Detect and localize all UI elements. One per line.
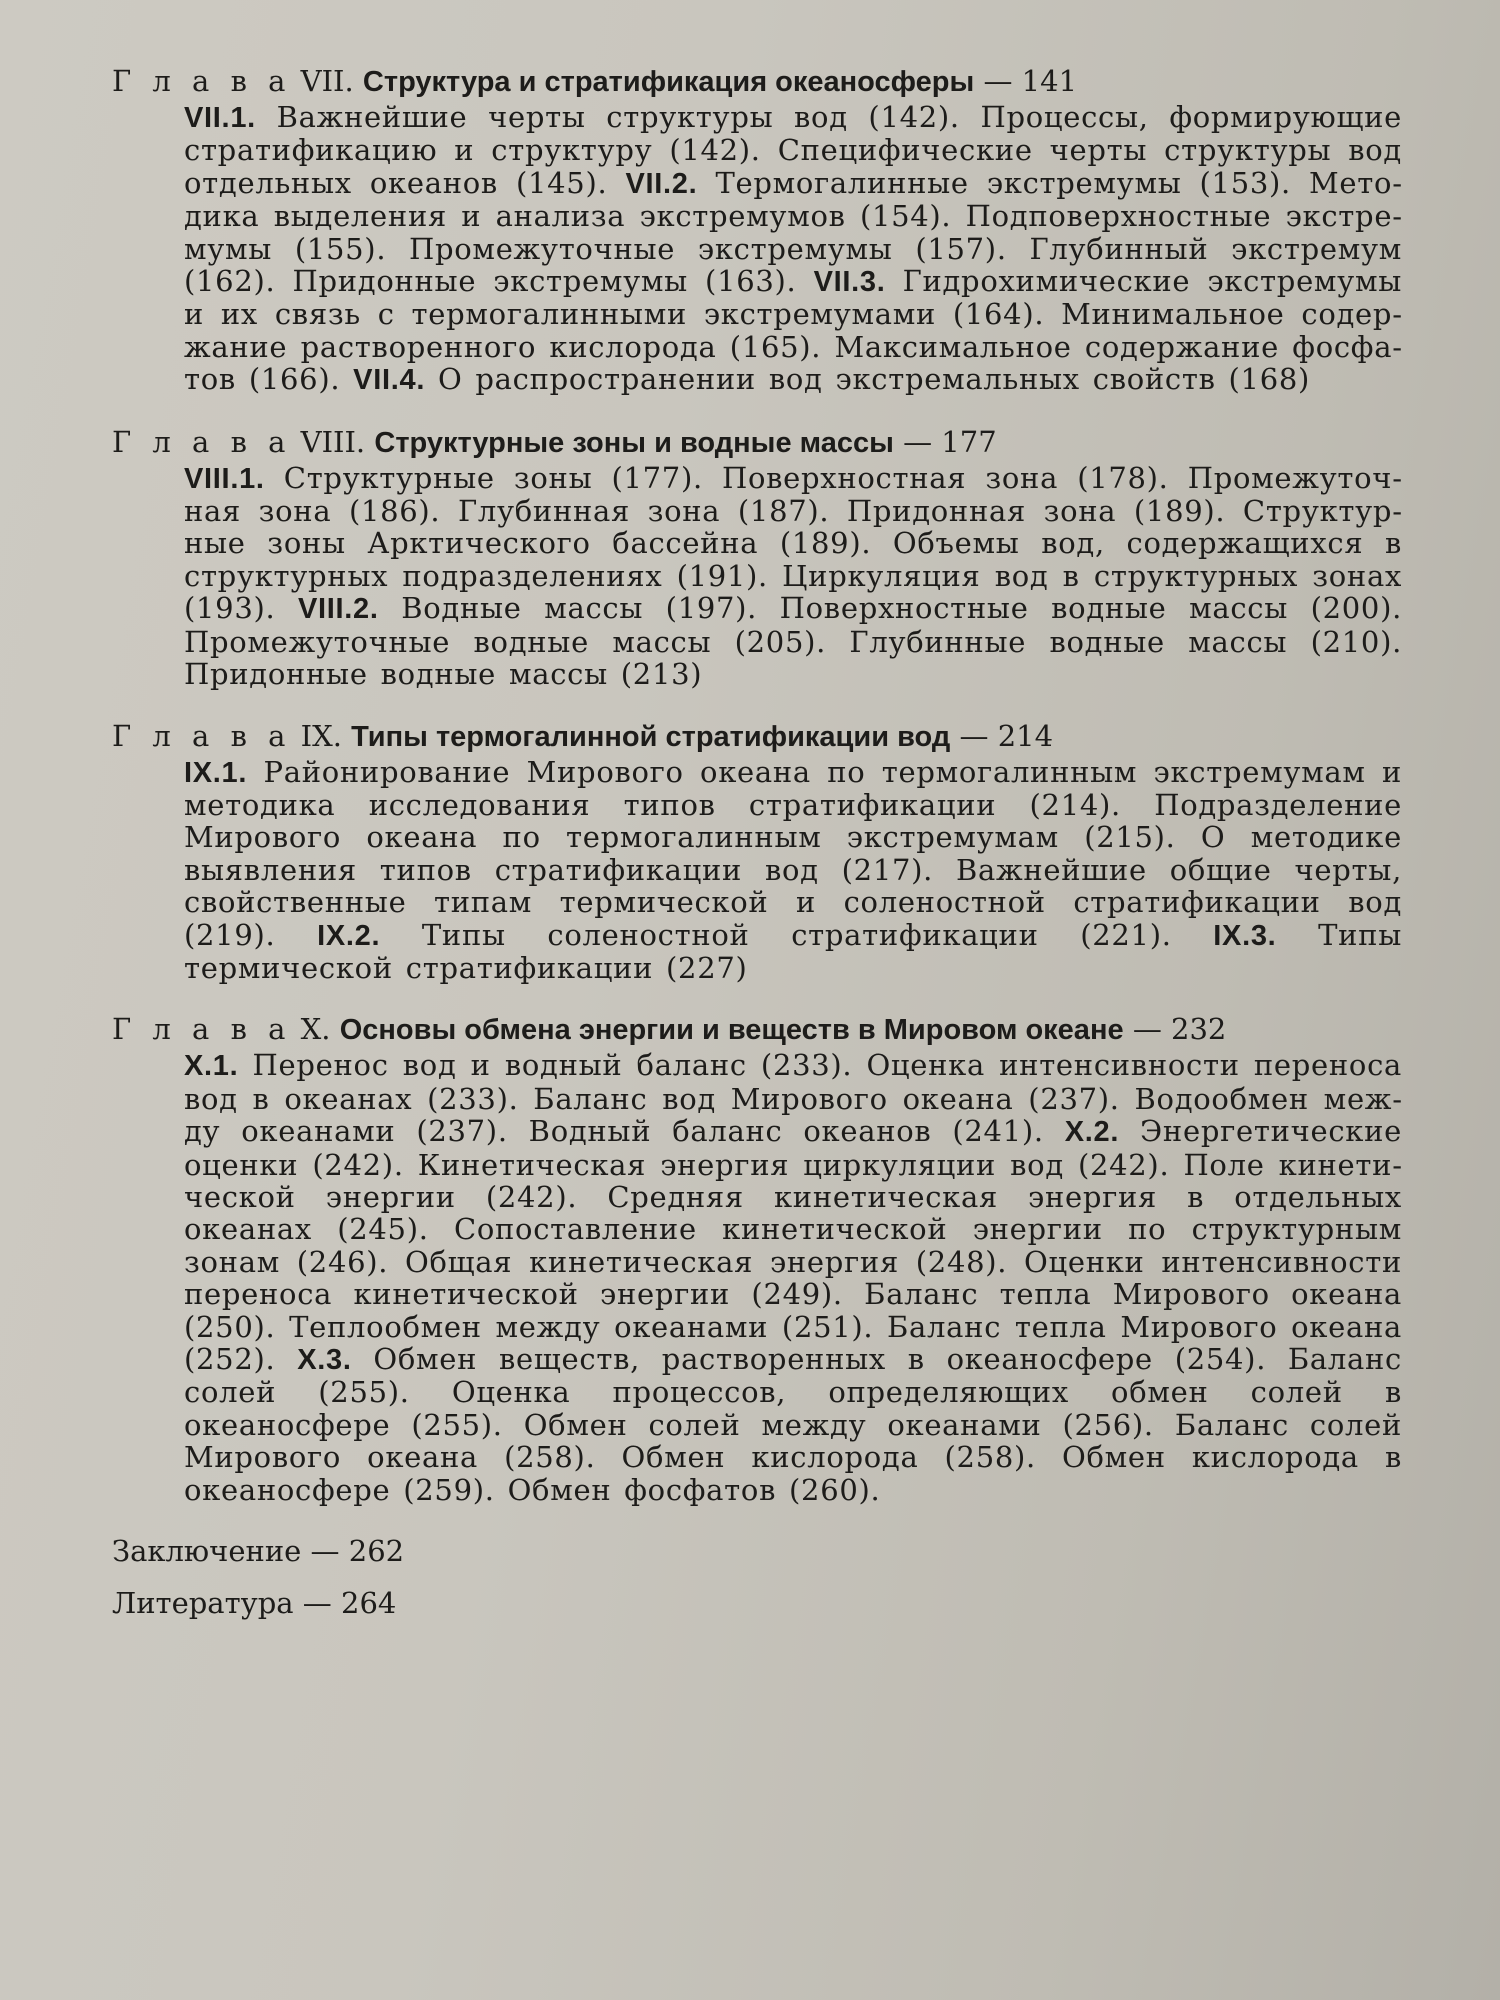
chapter-title: Структура и стратификация океаносферы (362, 66, 975, 98)
chapter-number: VII. (300, 64, 354, 98)
entry-page: — 262 (310, 1534, 405, 1569)
section-number: VII.3. (813, 266, 886, 299)
chapter-page: — 214 (959, 718, 1054, 753)
entry-title: Литература (112, 1586, 294, 1621)
section-number: X.1. (184, 1050, 239, 1083)
chapter-number: IX. (300, 718, 342, 753)
section-text: Перенос вод и водный баланс (233). Оценка интенсивности переноса вод в океанах (233). Баланс вод Мирового океана (237). Водообмен между океанами (237). Водный баланс океанов (241). (184, 1048, 1402, 1149)
chapter-page: — 177 (903, 424, 997, 459)
chapter-page: — 141 (983, 64, 1078, 98)
chapter-number: X. (300, 1012, 331, 1047)
entry-title: Заключение (112, 1534, 302, 1569)
chapter-contents (184, 462, 1402, 691)
chapter-10 (112, 1010, 1402, 1506)
chapter-label: Г л а в а (112, 424, 292, 459)
section-text: О распространении вод экстремальных свойств (168) (425, 362, 1311, 397)
chapter-contents (184, 101, 1402, 397)
chapter-heading (112, 62, 1402, 101)
section-text: Обмен веществ, растворенных в океаносфере (254). Баланс солей (255). Оценка процессов, определяющих обмен солей в океаносфере (255). Обмен солей между океанами (256). Баланс солей Мирового океана (258). Обмен кислорода (258). Обмен кислорода в океаносфере (259). Обмен фосфатов (260). (184, 1342, 1402, 1507)
section-number: VII.4. (353, 364, 426, 397)
section-number: IX.2. (317, 919, 381, 952)
chapter-heading (112, 1010, 1402, 1049)
section-number: IX.1. (184, 756, 248, 789)
entry-page: — 264 (302, 1586, 397, 1621)
section-text: Районирование Мирового океана по термогалинным экстремумам и методика исследования типов стратификации (214). Подразделение Мирового океана по термогалинным экстремумам (215). О методике выявления типов стратификации вод (217). Важнейшие общие черты, свойственные типам термической и соленостной стратификации вод (219). (184, 754, 1402, 952)
section-number: X.2. (1064, 1116, 1120, 1149)
section-text: Типы термической стратификации (227) (184, 917, 1402, 985)
chapter-title: Типы термогалинной стратификации вод (351, 720, 951, 753)
chapter-page: — 232 (1132, 1012, 1227, 1047)
chapter-9 (112, 717, 1402, 985)
section-number: VII.1. (184, 102, 256, 134)
section-number: VII.2. (625, 167, 698, 200)
chapter-7 (112, 62, 1402, 397)
section-text: Важнейшие черты структуры вод (142). Процессы, формирующие стратификацию и структуру (142). Специфические черты структуры вод отдельных океанов (145). (184, 100, 1402, 200)
chapter-contents (184, 1049, 1402, 1506)
chapter-number: VIII. (300, 424, 366, 459)
chapter-label: Г л а в а (112, 1012, 292, 1047)
section-text: Гидрохимические экстремумы и их связь с термогалинными экстремумами (164). Минимальное содержание растворенного кислорода (165). Максимальное содержание фосфатов (166). (184, 264, 1402, 397)
toc-entry-literature (112, 1584, 1402, 1622)
section-text: Водные массы (197). Поверхностные водные массы (200). Промежуточные водные массы (205). Глубинные водные массы (210). Придонные водные массы (213) (184, 591, 1402, 692)
section-number: X.3. (297, 1344, 352, 1376)
chapter-title: Структурные зоны и водные массы (374, 426, 894, 459)
section-text: Термогалинные экстремумы (153). Методика выделения и анализа экстремумов (154). Подповерхностные экстремумы (155). Промежуточные экстремумы (157). Глубинный экстремум (162). Придонные экстремумы (163). (184, 165, 1402, 299)
chapter-heading (112, 717, 1402, 756)
section-number: VIII.1. (184, 462, 265, 495)
chapter-contents (184, 756, 1402, 985)
chapter-label: Г л а в а (112, 718, 292, 753)
table-of-contents (112, 62, 1402, 1636)
toc-entry-conclusion (112, 1532, 1402, 1570)
section-text: Структурные зоны (177). Поверхностная зона (178). Промежуточная зона (186). Глубинная зона (187). Придонная зона (189). Структурные зоны Арктического бассейна (189). Объемы вод, содержащихся в структурных подразделениях (191). Циркуляция вод в структурных зонах (193). (184, 460, 1402, 626)
chapter-heading (112, 423, 1402, 462)
section-number: IX.3. (1213, 919, 1277, 952)
section-text: Энергетические оценки (242). Кинетическая энергия циркуляции вод (242). Поле кинетической энергии (242). Средняя кинетическая энергия в отдельных океанах (245). Сопоставление кинетической энергии по структурным зонам (246). Общая кинетическая энергия (248). Оценки интенсивности переноса кинетической энергии (249). Баланс тепла Мирового океана (250). Теплообмен между океанами (251). Баланс тепла Мирового океана (252). (184, 1114, 1402, 1376)
section-text: Типы соленостной стратификации (221). (380, 917, 1214, 952)
chapter-label: Г л а в а (112, 64, 292, 98)
chapter-8 (112, 423, 1402, 691)
section-number: VIII.2. (297, 593, 379, 626)
chapter-title: Основы обмена энергии и веществ в Мировом океане (339, 1014, 1124, 1047)
